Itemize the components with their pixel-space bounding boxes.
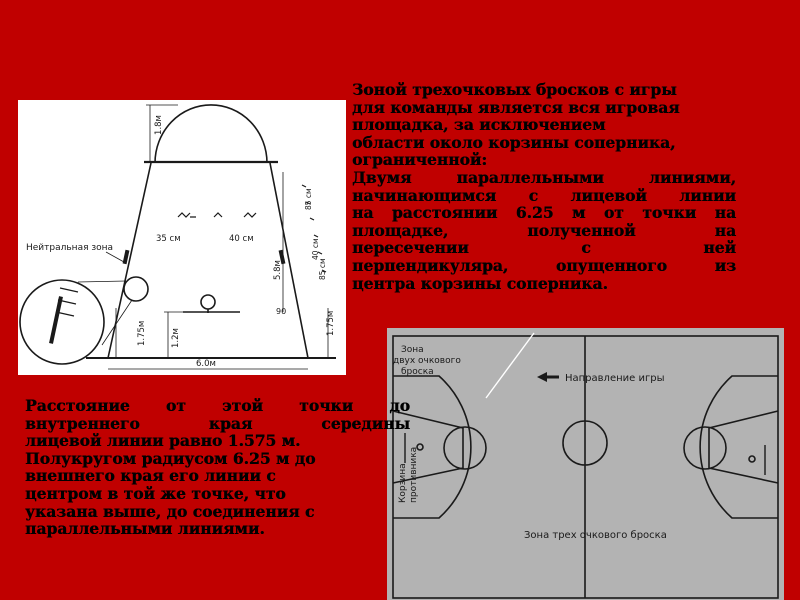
text-line: центра корзины соперника. [352, 273, 608, 293]
neutral-zone-circle [124, 277, 148, 301]
dim-12-label: 1.2м [171, 328, 181, 348]
dim-175l-label: 1.75м [137, 320, 147, 346]
neutral-zone-label: Нейтральная зона [26, 243, 114, 253]
text-line: Зоной трехочковых бросков с игры [352, 80, 677, 99]
text-line: перпендикуляра, опущенного из [352, 255, 736, 275]
dim-top-label: 1.8м [154, 115, 164, 135]
text-line: Расстояние от этой точки до [25, 396, 410, 415]
text-line: начинающимся с лицевой линии [352, 185, 736, 205]
text-line: внутреннего края середины [25, 413, 410, 433]
text-line: для команды является вся игровая [352, 97, 680, 117]
basket-ring [201, 295, 215, 309]
three-point-zone-diagram [18, 100, 346, 375]
court-svg [387, 328, 784, 600]
text-line: Двумя параллельными линиями, [352, 167, 736, 187]
dim-35-label: 35 см [156, 234, 181, 244]
three-point-zone-description [352, 81, 736, 292]
text-line: на расстоянии 6.25 м от точки на [352, 203, 736, 223]
text-line: пересечении с ней [352, 238, 736, 258]
text-line: ограниченной: [352, 150, 488, 170]
text-line: лицевой линии равно 1.575 м. [25, 431, 301, 451]
dim-40-label: 40 см [229, 234, 254, 244]
dim-175r-label: 1.75м [326, 310, 336, 336]
zone-dimensions-diagram [18, 100, 346, 375]
text-line: площадке, полученной на [352, 220, 736, 240]
dim-60-label: 6.0м [196, 359, 216, 369]
text-line: Полукругом радиусом 6.25 м до [25, 448, 316, 468]
zoom-circle [20, 280, 104, 364]
three-point-zone-label: Зона трех очкового броска [524, 530, 667, 541]
free-throw-circle [155, 105, 267, 163]
distance-description [25, 397, 410, 538]
two-point-zone-label: Зона двух очкового броска [393, 345, 461, 377]
text-line: указана выше, до соединения с [25, 501, 315, 521]
text-line: внешнего края его линии с [25, 466, 276, 486]
direction-label: Направление игры [565, 373, 665, 384]
dim-90-label: 90 [276, 307, 287, 316]
text-line: площадка, за исключением [352, 115, 606, 135]
dim-85b-label: 85 см [318, 258, 327, 280]
dim-40b-label: 40 см [311, 238, 320, 260]
text-line: параллельными линиями. [25, 519, 265, 539]
dim-58-label: 5.8м [273, 260, 283, 280]
text-line: области около корзины соперника, [352, 132, 676, 152]
text-line: центром в той же точке, что [25, 483, 286, 503]
dim-85a-label: 85 см [304, 188, 313, 210]
basket-opponent-label: Корзина противника [398, 446, 419, 503]
basketball-court-diagram [387, 328, 784, 600]
